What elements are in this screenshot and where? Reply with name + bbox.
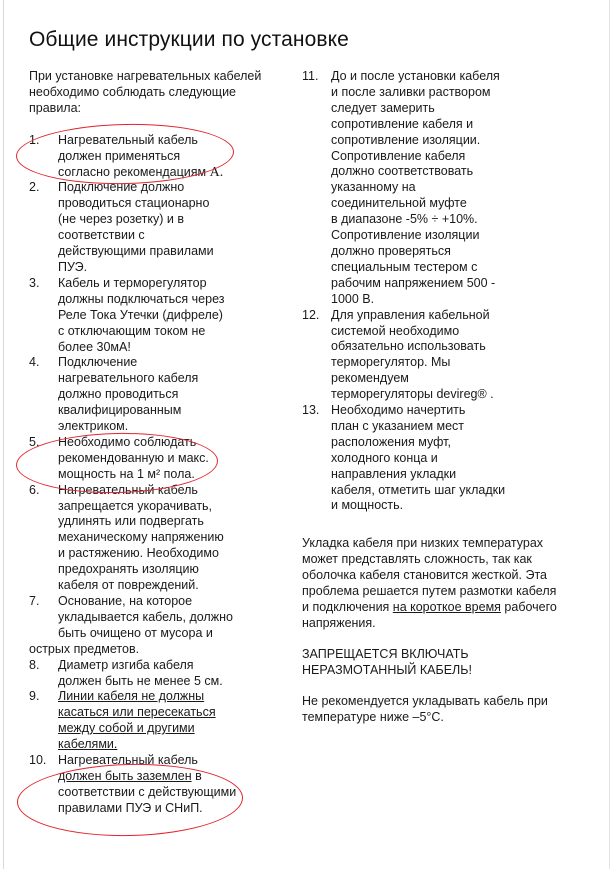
- rule-item-12: 12. Для управления кабельной системой необходимо обязательно использовать терморегулятор. Мы рекомендуем терморегуляторы devireg® .: [302, 307, 494, 402]
- rule-item-5: 5. Необходимо соблюдать рекомендованную и макс. мощность на 1 м² пола.: [29, 434, 209, 481]
- rules-list-left: [29, 133, 291, 817]
- rule-item-4: 4. Подключение нагревательного кабеля должно проводиться квалифицированным электриком.: [29, 355, 199, 434]
- low-temperature-note: Не рекомендуется укладывать кабель при температуре ниже –5°С.: [302, 693, 548, 724]
- rule-item-10: 10. Нагревательный кабель должен быть заземлен в соответствии с действующими правилами ПУЭ и СНиП.: [29, 753, 237, 815]
- rule-item-1: 1. Нагревательный кабель должен применяться согласно рекомендациям А.: [29, 132, 224, 180]
- page-edge-left: [3, 0, 4, 869]
- rule-item-9: 9. Линии кабеля не должны касаться или пересекаться между собой и другими кабелями.: [29, 689, 216, 752]
- rule-item-3: 3. Кабель и терморегулятор должны подключаться через Реле Тока Утечки (дифреле) с отключающим током не более 30мА!: [29, 275, 225, 354]
- rule-item-13: 13. Необходимо начертить план с указанием мест расположения муфт, холодного конца и направления укладки кабеля, отметить шаг укладки и мощность.: [302, 403, 506, 513]
- rules-list-right: [302, 69, 592, 514]
- rule-item-7: 7. Основание, на которое укладывается кабель, должно быть очищено от мусора и острых предметов.: [29, 594, 233, 656]
- rule-item-2: 2. Подключение должно проводиться стационарно (не через розетку) и в соответствии с действующими правилами ПУЭ.: [29, 180, 214, 274]
- right-column: [302, 69, 592, 725]
- page-title: Общие инструкции по установке: [29, 28, 349, 51]
- low-temperature-paragraph: Укладка кабеля при низких температурах может представлять сложность, так как оболочка кабеля становится жесткой. Эта проблема решается путем размотки кабеля и подключения на короткое время рабочего напряжения.: [302, 536, 557, 630]
- left-column: [29, 69, 291, 817]
- page-edge-right: [609, 0, 610, 869]
- warning-text: ЗАПРЕЩАЕТСЯ ВКЛЮЧАТЬ НЕРАЗМОТАННЫЙ КАБЕЛЬ!: [302, 646, 472, 677]
- intro-text: При установке нагревательных кабелей необходимо соблюдать следующие правила:: [29, 69, 262, 115]
- rule-item-8: 8. Диаметр изгиба кабеля должен быть не менее 5 см.: [29, 657, 223, 688]
- rule-item-6: 6. Нагревательный кабель запрещается укорачивать, удлинять или подвергать механическому напряжению и растяжению. Необходимо предохранять изоляцию кабеля от повреждений.: [29, 482, 224, 593]
- rule-item-11: 11. До и после установки кабеля и после заливки раствором следует замерить сопротивление кабеля и сопротивление изоляции. Сопротивление кабеля должно соответствовать указанному на соединительной муфте в диапазоне -5% ÷ +10%. Сопротивление изоляции должно проверяться специальным тестером с рабочим напряжением 500 - 1000 В.: [302, 69, 500, 306]
